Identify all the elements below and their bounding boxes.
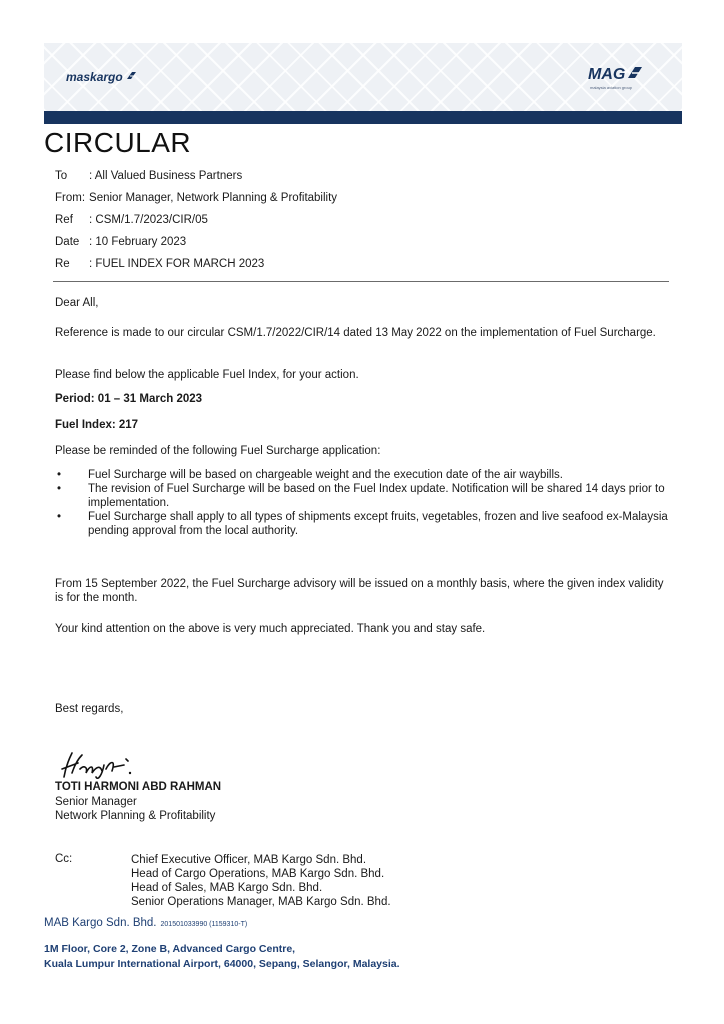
from-value: Senior Manager, Network Planning & Profitability xyxy=(89,192,338,204)
aircraft-tail-icon xyxy=(126,71,137,83)
cc-label: Cc: xyxy=(55,853,73,865)
mag-logo xyxy=(588,66,643,90)
to-line xyxy=(55,170,242,182)
cc-recipient: Senior Operations Manager, MAB Kargo Sdn. Bhd. xyxy=(131,896,391,908)
surcharge-rules-list xyxy=(55,468,670,538)
date-value: : 10 February 2023 xyxy=(89,236,187,248)
advisory-paragraph: From 15 September 2022, the Fuel Surcharge advisory will be issued on a monthly basis, where the given index validity is for the month. xyxy=(55,578,664,604)
header-divider xyxy=(53,281,669,282)
address-line-2: Kuala Lumpur International Airport, 64000, Sepang, Selangor, Malaysia. xyxy=(44,958,400,970)
registration-number: 201501033990 (1159310-T) xyxy=(160,921,248,928)
sign-off: Best regards, xyxy=(55,703,124,715)
from-line xyxy=(55,192,337,204)
date-line xyxy=(55,236,186,248)
list-item xyxy=(55,510,670,538)
company-name xyxy=(44,917,247,929)
re-value: : FUEL INDEX FOR MARCH 2023 xyxy=(89,258,265,270)
signatory-department: Network Planning & Profitability xyxy=(55,810,216,822)
cc-recipient: Head of Sales, MAB Kargo Sdn. Bhd. xyxy=(131,882,323,894)
list-item-text: The revision of Fuel Surcharge will be based on the Fuel Index update. Notification will be shared 14 days prior to implementation. xyxy=(88,483,665,509)
bullet-icon: • xyxy=(57,511,62,523)
bullet-icon: • xyxy=(57,483,62,495)
company-name-text: MAB Kargo Sdn. Bhd. xyxy=(44,917,157,929)
ref-line xyxy=(55,214,208,226)
aircraft-tail-icon xyxy=(627,66,643,84)
greeting: Dear All, xyxy=(55,297,99,309)
fuel-index-line: Fuel Index: 217 xyxy=(55,419,139,431)
date-label: Date xyxy=(55,236,80,248)
address-line-1: 1M Floor, Core 2, Zone B, Advanced Cargo Centre, xyxy=(44,943,296,955)
bullet-icon: • xyxy=(57,469,62,481)
cc-recipient: Head of Cargo Operations, MAB Kargo Sdn. Bhd. xyxy=(131,868,385,880)
reference-paragraph: Reference is made to our circular CSM/1.7/2022/CIR/14 dated 13 May 2022 on the implementation of Fuel Surcharge. xyxy=(55,327,656,339)
list-item-text: Fuel Surcharge will be based on chargeable weight and the execution date of the air waybills. xyxy=(88,469,563,481)
signatory-name: TOTI HARMONI ABD RAHMAN xyxy=(55,781,222,793)
re-label: Re xyxy=(55,258,70,270)
re-line xyxy=(55,258,264,270)
reminder-paragraph: Please be reminded of the following Fuel Surcharge application: xyxy=(55,445,381,457)
maskargo-logo xyxy=(66,70,137,84)
to-label: To xyxy=(55,170,68,182)
list-item xyxy=(55,468,670,482)
from-label: From: xyxy=(55,192,86,204)
ref-value: : CSM/1.7/2023/CIR/05 xyxy=(89,214,208,226)
page-title: CIRCULAR xyxy=(44,127,192,158)
mag-logo-text: MAG xyxy=(588,66,626,83)
list-item-text: Fuel Surcharge shall apply to all types of shipments except fruits, vegetables, frozen and live seafood ex-Malaysia pending approval from the local authority. xyxy=(88,511,668,537)
maskargo-logo-text: maskargo xyxy=(66,70,123,84)
header-banner xyxy=(44,43,682,111)
mag-logo-subtitle: malaysia aviation group xyxy=(590,85,633,90)
instruction-paragraph: Please find below the applicable Fuel Index, for your action. xyxy=(55,369,359,381)
closing-paragraph: Your kind attention on the above is very much appreciated. Thank you and stay safe. xyxy=(55,623,486,635)
list-item xyxy=(55,482,670,510)
cc-recipient: Chief Executive Officer, MAB Kargo Sdn. Bhd. xyxy=(131,854,367,866)
cc-list xyxy=(131,853,391,909)
to-value: : All Valued Business Partners xyxy=(89,170,243,182)
period-line: Period: 01 – 31 March 2023 xyxy=(55,393,203,405)
header-stripe xyxy=(44,111,682,124)
ref-label: Ref xyxy=(55,214,73,226)
signatory-title: Senior Manager xyxy=(55,796,137,808)
